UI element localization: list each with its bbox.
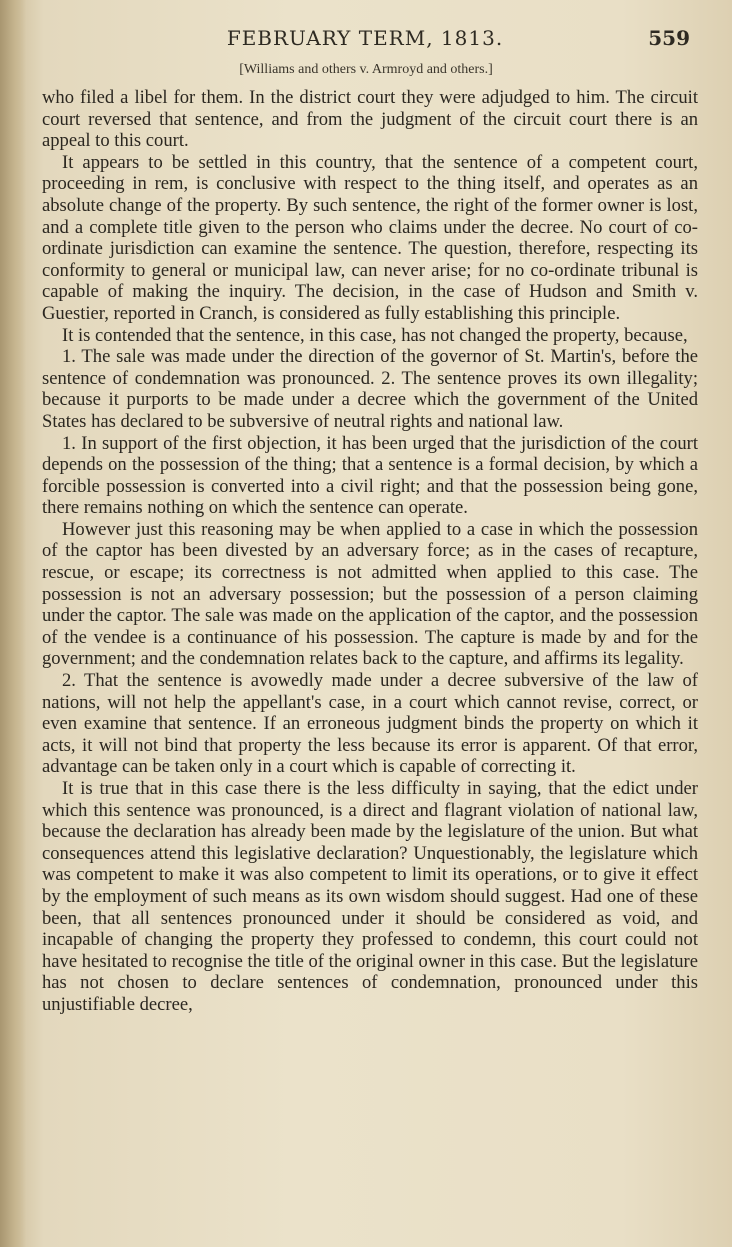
paragraph: It is true that in this case there is the less difficulty in saying, that the edict under which this sentence was pronounced, is a direct and flagrant violation of national law, because the declaration has already been made by the legislature of the union. But what consequences attend this legislative declaration? Unquestionably, the legislature which was competent to make it was also competent to limit its operations, or to give it effect by the employment of such means as its own wisdom should suggest. Had one of these been, that all sentences pronounced under it should be considered as void, and incapable of changing the property they professed to condemn, this court could not have hesitated to recognise the title of the original owner in this case. But the legislature has not chosen to declare sentences of condemnation, pronounced under this unjustifiable decree, (42, 778, 698, 1015)
paragraph: who filed a libel for them. In the district court they were adjudged to him. The circuit court reversed that sentence, and from the judgment of the circuit court there is an appeal to this court. (42, 87, 698, 152)
paragraph: 1. The sale was made under the direction of the governor of St. Martin's, before the sentence of condemnation was pronounced. 2. The sentence proves its own illegality; because it purports to be made under a decree which the government of the United States has declared to be subversive of neutral rights and national law. (42, 346, 698, 432)
body-text (42, 87, 698, 1016)
page-number: 559 (648, 26, 690, 50)
paragraph: 1. In support of the first objection, it has been urged that the jurisdiction of the court depends on the possession of the thing; that a sentence is a formal decision, by which a forcible possession is converted into a civil right; and that the possession being gone, there remains nothing on which the sentence can operate. (42, 432, 698, 519)
paragraph: However just this reasoning may be when applied to a case in which the possession of the captor has been divested by an adversary force; as in the cases of recapture, rescue, or escape; its correctness is not admitted when applied to this case. The possession is not an adversary possession; but the possession of a person claiming under the captor. The sale was made on the application of the captor, and the possession of the vendee is a continuance of his possession. The capture is made by and for the government; and the condemnation relates back to the capture, and affirms its legality. (42, 518, 698, 670)
paragraph: It is contended that the sentence, in this case, has not changed the property, because, (62, 324, 688, 346)
running-head: FEBRUARY TERM, 1813. (226, 26, 504, 50)
paragraph: It appears to be settled in this country, that the sentence of a competent court, proceeding in rem, is conclusive with respect to the thing itself, and operates as an absolute change of the property. By such sentence, the right of the former owner is lost, and a complete title given to the person who claims under the decree. No court of co-ordinate jurisdiction can examine the sentence. The question, therefore, respecting its conformity to general or municipal law, can never arise; for no co-ordinate tribunal is capable of making the inquiry. The decision, in the case of Hudson and Smith v. Guestier, reported in Cranch, is considered as fully establishing this principle. (42, 151, 698, 324)
book-gutter-shadow (0, 0, 26, 1247)
paragraph: 2. That the sentence is avowedly made under a decree subversive of the law of nations, will not help the appellant's case, in a court which cannot revise, correct, or even examine that sentence. If an erroneous judgment binds the property on which it acts, it will not bind that property the less because its error is apparent. Of that error, advantage can be taken only in a court which is capable of correcting it. (42, 670, 698, 778)
case-caption: [Williams and others v. Armroyd and others.] (239, 62, 493, 77)
page-header (40, 26, 690, 56)
